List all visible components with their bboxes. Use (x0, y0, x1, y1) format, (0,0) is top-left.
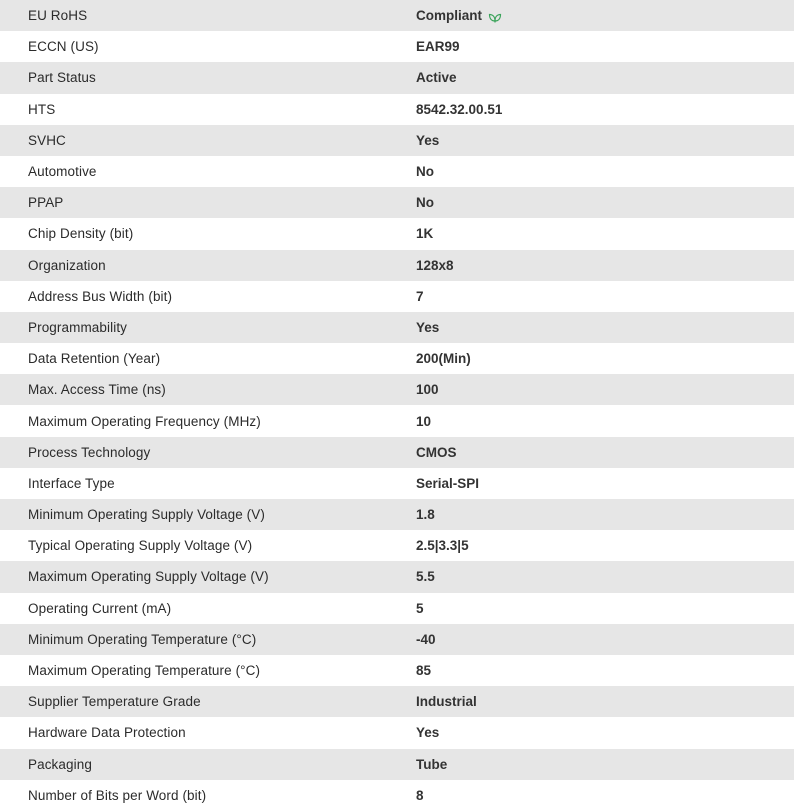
table-row (0, 561, 794, 592)
spec-value: 1K (416, 226, 434, 242)
spec-value: Yes (416, 319, 440, 335)
spec-value: -40 (416, 631, 436, 647)
spec-label: Packaging (28, 756, 92, 772)
spec-value-cell (416, 250, 794, 281)
spec-value: 1.8 (416, 507, 435, 523)
spec-label: Programmability (28, 319, 128, 335)
spec-value: 5 (416, 600, 424, 616)
spec-label: Maximum Operating Supply Voltage (V) (28, 569, 269, 585)
table-row (0, 374, 794, 405)
spec-value: Industrial (416, 694, 477, 710)
spec-value: 200(Min) (416, 351, 471, 367)
spec-label: ECCN (US) (28, 39, 99, 55)
table-row (0, 655, 794, 686)
spec-value: 85 (416, 663, 432, 679)
spec-label: Operating Current (mA) (28, 600, 172, 616)
spec-value-cell (416, 343, 794, 374)
spec-label: PPAP (28, 195, 64, 211)
table-row (0, 156, 794, 187)
spec-label: Hardware Data Protection (28, 725, 186, 741)
spec-value-cell (416, 437, 794, 468)
spec-label: Data Retention (Year) (28, 351, 161, 367)
table-row (0, 125, 794, 156)
spec-value: No (416, 164, 434, 180)
spec-value: EAR99 (416, 39, 460, 55)
table-row (0, 31, 794, 62)
spec-value: Compliant (416, 8, 482, 24)
table-row (0, 250, 794, 281)
spec-label: Number of Bits per Word (bit) (28, 787, 207, 803)
table-row (0, 62, 794, 93)
spec-value: 8 (416, 787, 424, 803)
spec-label: Typical Operating Supply Voltage (V) (28, 538, 253, 554)
spec-value: 100 (416, 382, 439, 398)
spec-value-cell (416, 686, 794, 717)
spec-value-cell (416, 0, 794, 31)
spec-label: Supplier Temperature Grade (28, 694, 201, 710)
spec-label: Minimum Operating Temperature (°C) (28, 631, 257, 647)
spec-value-cell (416, 468, 794, 499)
spec-label: Max. Access Time (ns) (28, 382, 166, 398)
table-row (0, 749, 794, 780)
spec-label: Part Status (28, 70, 96, 86)
spec-value: Serial-SPI (416, 475, 480, 491)
spec-value-cell (416, 624, 794, 655)
leaf-icon (488, 11, 502, 23)
spec-value-cell (416, 749, 794, 780)
spec-value-cell (416, 125, 794, 156)
spec-value-cell (416, 655, 794, 686)
spec-value-cell (416, 62, 794, 93)
spec-value-cell (416, 281, 794, 312)
spec-value: Yes (416, 132, 440, 148)
table-row (0, 530, 794, 561)
table-row (0, 281, 794, 312)
table-row (0, 686, 794, 717)
spec-label: Interface Type (28, 475, 115, 491)
spec-value-cell (416, 405, 794, 436)
spec-label: SVHC (28, 132, 66, 148)
table-row (0, 343, 794, 374)
spec-value-cell (416, 156, 794, 187)
spec-value-cell (416, 561, 794, 592)
spec-label: Process Technology (28, 444, 151, 460)
spec-value-cell (416, 312, 794, 343)
spec-value: Active (416, 70, 457, 86)
spec-label: Automotive (28, 164, 97, 180)
spec-label: Organization (28, 257, 106, 273)
table-row (0, 218, 794, 249)
spec-value-cell (416, 374, 794, 405)
spec-value-cell (416, 593, 794, 624)
spec-value: 10 (416, 413, 432, 429)
table-row (0, 593, 794, 624)
spec-label: Maximum Operating Frequency (MHz) (28, 413, 261, 429)
spec-value-cell (416, 187, 794, 218)
spec-value-cell (416, 499, 794, 530)
spec-value-cell (416, 94, 794, 125)
spec-label: Minimum Operating Supply Voltage (V) (28, 507, 265, 523)
spec-value: 7 (416, 288, 424, 304)
spec-value: 2.5|3.3|5 (416, 538, 469, 554)
table-row (0, 717, 794, 748)
table-row (0, 312, 794, 343)
table-row (0, 187, 794, 218)
spec-label: HTS (28, 101, 56, 117)
table-row (0, 468, 794, 499)
spec-value-cell (416, 218, 794, 249)
spec-value-cell (416, 530, 794, 561)
spec-value: Yes (416, 725, 440, 741)
table-row (0, 499, 794, 530)
spec-value: 8542.32.00.51 (416, 101, 503, 117)
spec-value: 128x8 (416, 257, 454, 273)
spec-label: Address Bus Width (bit) (28, 288, 173, 304)
spec-value: No (416, 195, 434, 211)
spec-value: Tube (416, 756, 448, 772)
spec-value: CMOS (416, 444, 457, 460)
spec-label: EU RoHS (28, 8, 88, 24)
spec-value-cell (416, 31, 794, 62)
table-row (0, 437, 794, 468)
table-row (0, 94, 794, 125)
table-row (0, 780, 794, 811)
spec-label: Maximum Operating Temperature (°C) (28, 663, 261, 679)
spec-value-cell (416, 717, 794, 748)
table-row (0, 405, 794, 436)
spec-value: 5.5 (416, 569, 435, 585)
table-row (0, 624, 794, 655)
spec-label: Chip Density (bit) (28, 226, 134, 242)
spec-value-cell (416, 780, 794, 811)
table-row (0, 0, 794, 31)
